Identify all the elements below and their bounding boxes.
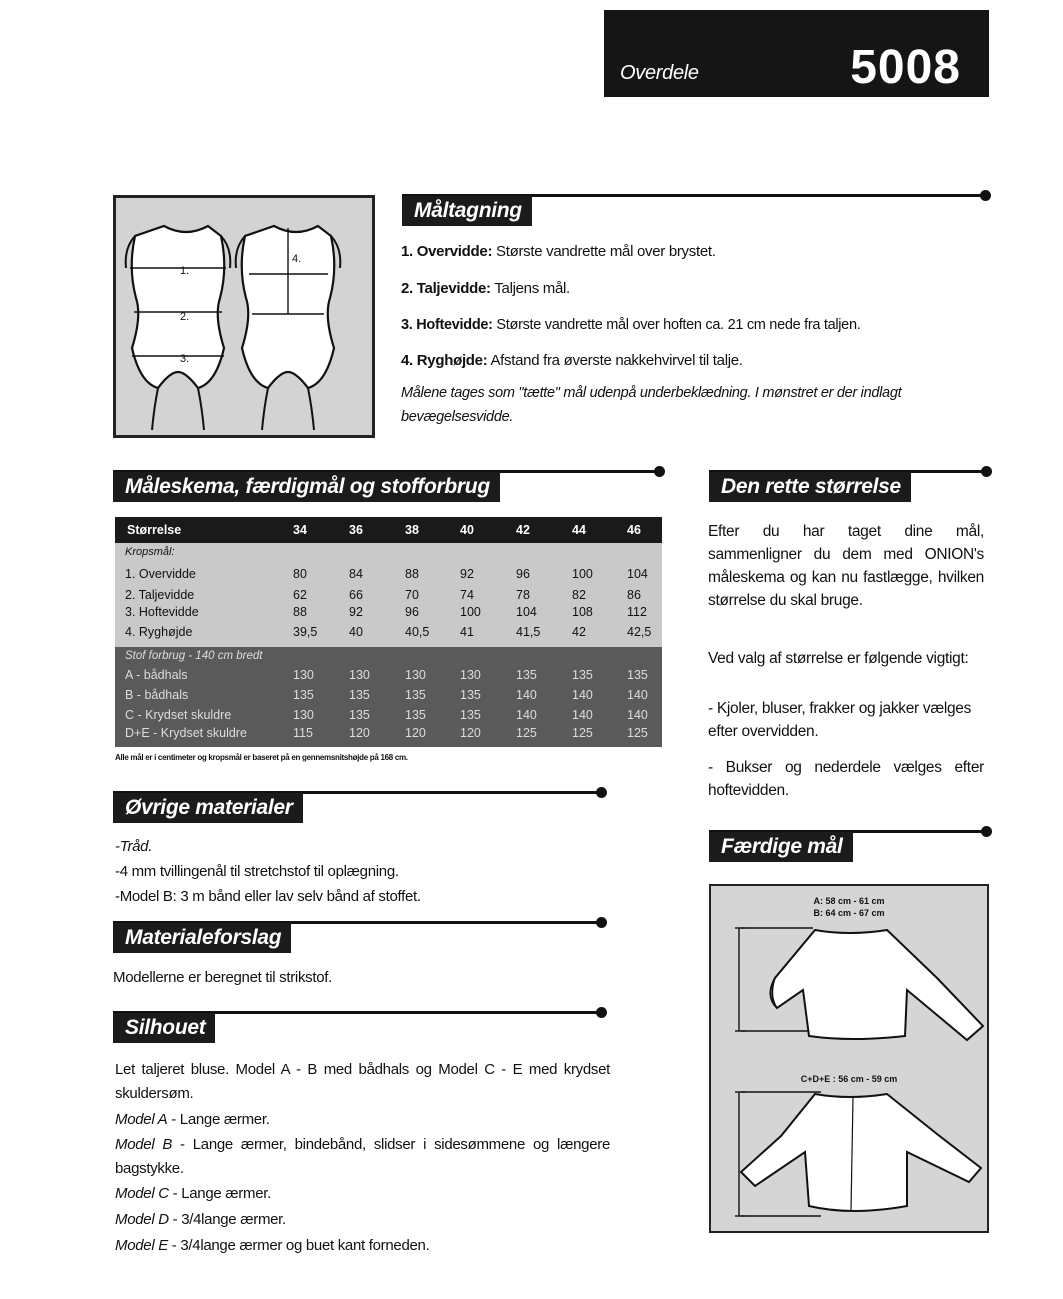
section-header-materialeforslag — [113, 923, 608, 953]
rette-para-1: Efter du har taget dine mål, sammenligner du dem med ONION's måleskema og kan nu fastlægge, hvilken størrelse du skal bruge. — [708, 523, 984, 609]
silhouet-intro: Let taljeret bluse. Model A - B med bådhals og Model C - E med krydset skuldersøm. — [115, 1061, 610, 1102]
finished-garment-figure — [709, 884, 989, 1233]
section-header-maaleskema — [113, 472, 668, 502]
pattern-category: Overdele — [620, 62, 699, 84]
figure-label-1: 1. — [180, 265, 190, 277]
garment-label-cde: C+D+E : 56 cm - 59 cm — [800, 1074, 898, 1084]
size-col: 36 — [349, 523, 363, 537]
figure-label-4: 4. — [292, 253, 302, 265]
measure-note: Målene tages som "tætte" mål udenpå underbeklædning. I mønstret er der indlagt bevægelsesvidde. — [401, 385, 902, 425]
section-title: Silhouet — [113, 1013, 215, 1043]
section-title: Materialeforslag — [113, 923, 291, 953]
figure-label-3: 3. — [180, 353, 190, 365]
garment-label-a: A: 58 cm - 61 cm — [813, 896, 885, 906]
fabric-heading: Stof forbrug - 140 cm bredt — [125, 650, 263, 662]
table-footnote: Alle mål er i centimeter og kropsmål er baseret på en gennemsnitshøjde på 168 cm. — [115, 753, 408, 762]
size-col: 44 — [572, 523, 586, 537]
body-front-back-illustration — [116, 198, 372, 435]
section-title: Øvrige materialer — [113, 793, 303, 823]
rette-para-2: Ved valg af størrelse er følgende vigtigt: — [708, 650, 969, 667]
size-col: 34 — [293, 523, 307, 537]
figure-label-2: 2. — [180, 311, 190, 323]
size-col: 46 — [627, 523, 641, 537]
model-line: Model B - Lange ærmer, bindebånd, slidser i sidesømmene og længere bagstykke. — [115, 1136, 610, 1177]
fabric-usage-block: Stof forbrug - 140 cm bredt A - bådhals 130 130 130 130 135 135 135 B - bådhals 135 135 135 135 140 140 140 C - Krydset skuldre 130 135 135 135 140 140 140 D+E - Krydset skuldre 115 120 120 120 125 125 125 — [115, 647, 662, 747]
measurement-figure — [113, 195, 375, 438]
garment-illustration — [711, 886, 987, 1231]
size-label: Størrelse — [127, 523, 182, 537]
section-title: Måleskema, færdigmål og stofforbrug — [113, 472, 500, 502]
section-header-maaltagning — [402, 196, 992, 226]
pattern-header-badge — [604, 10, 989, 97]
section-header-rette-stoerrelse — [709, 472, 994, 502]
model-line: Model C - Lange ærmer. — [115, 1185, 271, 1202]
list-item: -Model B: 3 m bånd eller lav selv bånd af stoffet. — [115, 888, 421, 905]
measure-item-4: 4. Ryghøjde: Afstand fra øverste nakkehvirvel til talje. — [401, 352, 743, 369]
rette-bullet-1: - Kjoler, bluser, frakker og jakker vælges efter overvidden. — [708, 700, 972, 740]
section-title: Færdige mål — [709, 832, 853, 862]
pattern-number: 5008 — [850, 41, 961, 94]
section-header-silhouet — [113, 1013, 608, 1043]
size-col: 42 — [516, 523, 530, 537]
list-item: -4 mm tvillingenål til stretchstof til oplægning. — [115, 863, 399, 880]
section-header-faerdige-maal — [709, 832, 994, 862]
model-line: Model E - 3/4lange ærmer og buet kant forneden. — [115, 1237, 430, 1254]
size-table-header — [115, 517, 662, 543]
list-item: -Tråd. — [115, 838, 153, 855]
body-heading: Kropsmål: — [125, 546, 175, 558]
garment-label-b: B: 64 cm - 67 cm — [813, 908, 885, 918]
size-table — [115, 517, 662, 747]
section-header-oevrige — [113, 793, 608, 823]
section-title: Den rette størrelse — [709, 472, 911, 502]
rette-bullet-2: - Bukser og nederdele vælges efter hoftevidden. — [708, 759, 984, 799]
size-col: 40 — [460, 523, 474, 537]
model-line: Model D - 3/4lange ærmer. — [115, 1211, 286, 1228]
measure-item-1: 1. Overvidde: Største vandrette mål over brystet. — [401, 243, 716, 260]
model-line: Model A - Lange ærmer. — [115, 1111, 270, 1128]
materialeforslag-text: Modellerne er beregnet til strikstof. — [113, 969, 333, 986]
section-title: Måltagning — [402, 196, 532, 226]
body-measurements-block: Kropsmål: 1. Overvidde 80 84 88 92 96 100 104 2. Taljevidde 62 66 70 74 78 82 86 3. Hoftevidde 88 92 96 100 104 108 112 4. Ryghøjde 39,5 40 40,5 41 41,5 42 42,5 — [115, 543, 662, 647]
measure-item-2: 2. Taljevidde: Taljens mål. — [401, 280, 570, 297]
measure-item-3: 3. Hoftevidde: Største vandrette mål over hoften ca. 21 cm nede fra taljen. — [401, 317, 861, 333]
size-col: 38 — [405, 523, 419, 537]
